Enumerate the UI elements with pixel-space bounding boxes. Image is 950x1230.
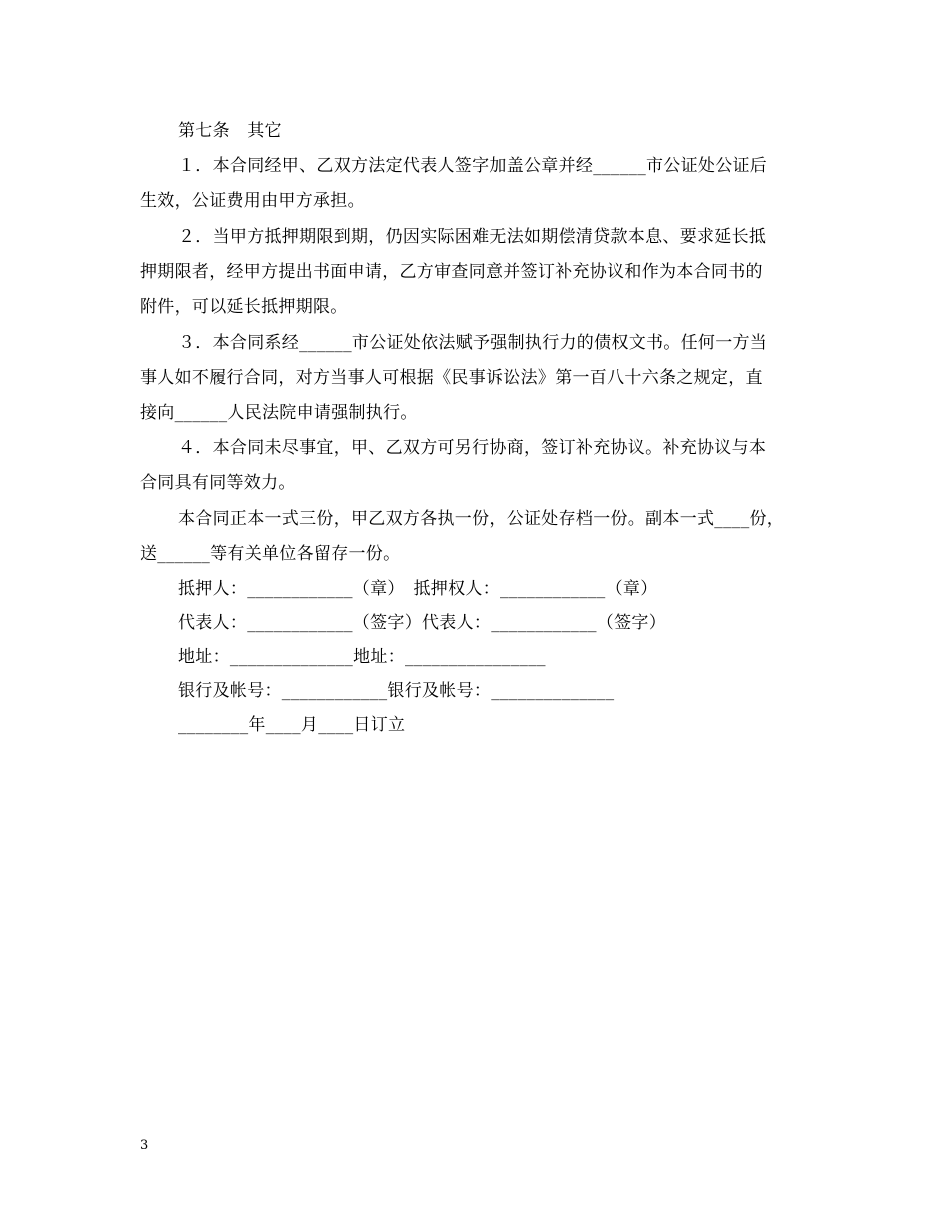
- copies-line-1: 本合同正本一式三份，甲乙双方各执一份，公证处存档一份。副本一式____份，: [178, 509, 785, 529]
- signature-address-line: 地址：______________地址：________________: [178, 647, 546, 667]
- clause-1-line-1: １．本合同经甲、乙双方法定代表人签字加盖公章并经______市公证处公证后: [178, 156, 768, 176]
- clause-3-line-2: 事人如不履行合同，对方当事人可根据《民事诉讼法》第一百八十六条之规定，直: [140, 368, 763, 388]
- clause-2-line-1: ２．当甲方抵押期限到期，仍因实际困难无法如期偿清贷款本息、要求延长抵: [178, 227, 767, 247]
- clause-2-line-2: 押期限者，经甲方提出书面申请，乙方审查同意并签订补充协议和作为本合同书的: [140, 262, 763, 282]
- signature-bank-line: 银行及帐号：____________银行及帐号：______________: [178, 681, 615, 701]
- signature-mortgagor-line: 抵押人：____________（章） 抵押权人：____________（章）: [178, 579, 658, 599]
- clause-3-line-1: ３．本合同系经______市公证处依法赋予强制执行力的债权文书。任何一方当: [178, 333, 768, 353]
- clause-3-line-3: 接向______人民法院申请强制执行。: [140, 403, 418, 423]
- page-number: 3: [140, 1138, 149, 1153]
- clause-1-line-2: 生效，公证费用由甲方承担。: [140, 191, 365, 211]
- clause-4-line-2: 合同具有同等效力。: [140, 473, 296, 493]
- clause-2-line-3: 附件，可以延长抵押期限。: [140, 297, 348, 317]
- signature-date-line: ________年____月____日订立: [178, 715, 406, 735]
- clause-4-line-1: ４．本合同未尽事宜，甲、乙双方可另行协商，签订补充协议。补充协议与本: [178, 438, 767, 458]
- section-title: 第七条 其它: [178, 121, 282, 141]
- signature-representative-line: 代表人：____________（签字）代表人：____________（签字）: [178, 613, 666, 633]
- copies-line-2: 送______等有关单位各留存一份。: [140, 544, 401, 564]
